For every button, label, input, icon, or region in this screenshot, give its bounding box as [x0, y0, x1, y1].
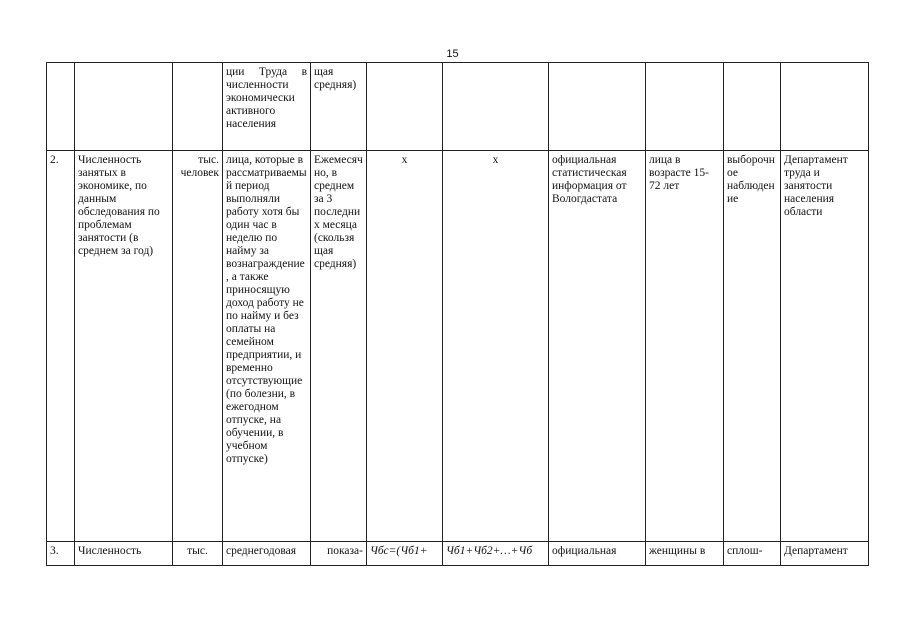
cell-periodicity: щая средняя)	[311, 63, 367, 151]
cell-formula: Чбс=(Чб1+	[367, 542, 443, 566]
cell-responsible: Департамент труда и занятости населения области	[781, 151, 869, 542]
cell-unit	[173, 63, 223, 151]
cell-method	[724, 63, 781, 151]
cell-population	[646, 63, 724, 151]
cell-num: 2.	[47, 151, 75, 542]
cell-components	[443, 63, 549, 151]
page-number: 15	[446, 48, 459, 60]
cell-periodicity: Ежемесячно, в среднем за 3 последних месяца (скользящая средняя)	[311, 151, 367, 542]
cell-num	[47, 63, 75, 151]
cell-source: официальная статистическая информация от Вологдастата	[549, 151, 646, 542]
cell-formula	[367, 63, 443, 151]
cell-definition: среднегодовая	[223, 542, 311, 566]
cell-periodicity: показа-	[311, 542, 367, 566]
cell-responsible	[781, 63, 869, 151]
table-row	[47, 63, 869, 151]
cell-population: женщины в	[646, 542, 724, 566]
cell-source	[549, 63, 646, 151]
cell-source: официальная	[549, 542, 646, 566]
cell-name: Численность	[75, 542, 173, 566]
cell-name: Численность занятых в экономике, по данным обследования по проблемам занятости (в среднем за год)	[75, 151, 173, 542]
cell-definition: лица, которые в рассматриваемый период выполняли работу хотя бы один час в неделю по найму за вознаграждение, а также приносящую доход работу не по найму и без оплаты на семейном предприятии, и временно отсутствующие (по болезни, в ежегодном отпуске, на обучении, в учебном отпуске)	[223, 151, 311, 542]
cell-method: выборочное наблюдение	[724, 151, 781, 542]
cell-method: сплош-	[724, 542, 781, 566]
cell-components: х	[443, 151, 549, 542]
cell-unit: тыс. человек	[173, 151, 223, 542]
cell-population: лица в возрасте 15-72 лет	[646, 151, 724, 542]
table-row	[47, 542, 869, 566]
cell-unit: тыс.	[173, 542, 223, 566]
indicators-table	[46, 62, 869, 566]
cell-formula: х	[367, 151, 443, 542]
cell-responsible: Департамент	[781, 542, 869, 566]
cell-name	[75, 63, 173, 151]
cell-num: 3.	[47, 542, 75, 566]
cell-definition: ции Труда в численности экономически активного населения	[223, 63, 311, 151]
table-row	[47, 151, 869, 542]
cell-components: Чб1+Чб2+…+Чб	[443, 542, 549, 566]
